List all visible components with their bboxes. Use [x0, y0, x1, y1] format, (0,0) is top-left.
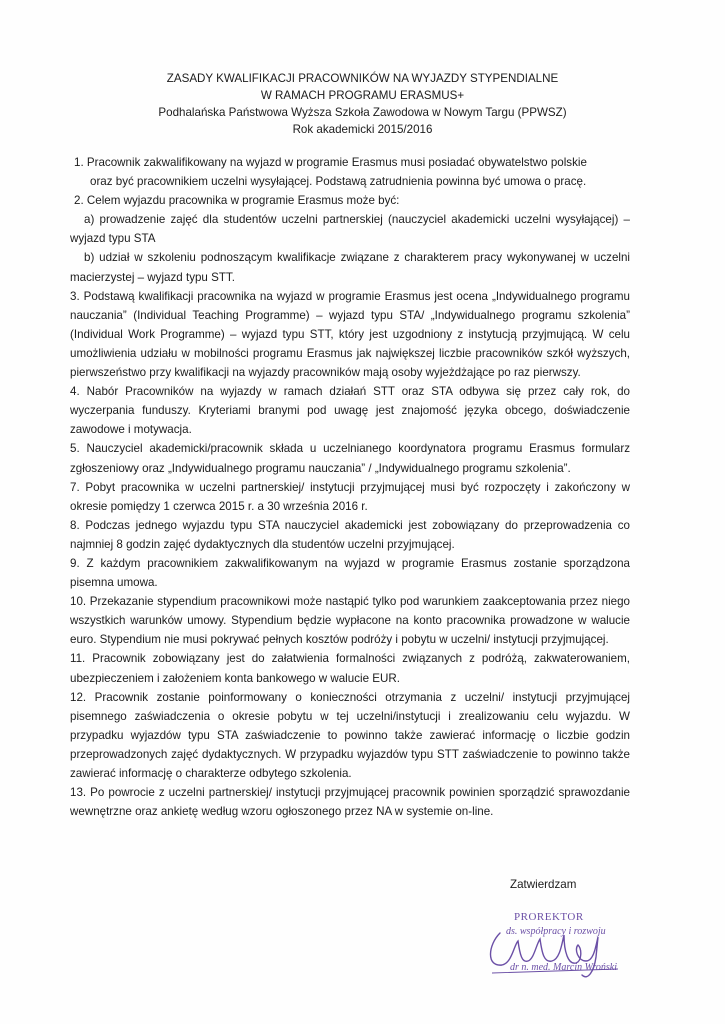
header-institution: Podhalańska Państwowa Wyższa Szkoła Zawodowa w Nowym Targu (PPWSZ) [158, 106, 567, 119]
rules-list [70, 153, 630, 821]
rule-12: 12. Pracownik zostanie poinformowany o konieczności otrzymania z uczelni/ instytucji przyjmującej pisemnego zaświadczenia o okresie pobytu w tej uczelni/instytucji i zrealizowaniu celu wyjazdu. W przypadku wyjazdów typu STA zaświadczenie to powinno także zawierać informację o liczbie godzin przeprowadzonych zajęć dydaktycznych. W przypadku wyjazdów typu STT zaświadczenie to powinno także zawierać informację o charakterze odbytego szkolenia. [70, 690, 630, 780]
header-program: W RAMACH PROGRAMU ERASMUS+ [260, 89, 465, 102]
handwritten-signature [478, 905, 638, 995]
rule-11: 11. Pracownik zobowiązany jest do załatwienia formalności związanych z podróżą, zakwaterowaniem, ubezpieczeniem i założeniem konta bankowego w walucie EUR. [70, 652, 630, 685]
rule-3: 3. Podstawą kwalifikacji pracownika na wyjazd w programie Erasmus jest ocena „Indywidualnego programu nauczania” (Individual Teaching Programme) – wyjazd typu STA/ „Indywidualnego programu szkolenia” (Individual Work Programme) – wyjazd typu STT, który jest uzgodniony z instytucją przyjmującą. W celu umożliwienia udziału w mobilności programu Erasmus jak największej liczbie pracowników szkół wyższych, pierwszeństwo przy kwalifikacji na wyjazdy pracowników mają osoby wyjeżdżające po raz pierwszy. [70, 289, 630, 380]
rule-8: 8. Podczas jednego wyjazdu typu STA nauczyciel akademicki jest zobowiązany do przeprowadzenia co najmniej 8 godzin zajęć dydaktycznych dla studentów uczelni przyjmującej. [70, 518, 630, 551]
header-academic-year: Rok akademicki 2015/2016 [292, 123, 433, 136]
rule-13: 13. Po powrocie z uczelni partnerskiej/ instytucji przyjmującej pracownik powinien sporządzić sprawozdanie wewnętrzne oraz ankietę według wzoru ogłoszonego przez NA w systemie on-line. [70, 786, 630, 819]
document-header [0, 70, 725, 138]
header-title: ZASADY KWALIFIKACJI PRACOWNIKÓW NA WYJAZDY STYPENDIALNE [166, 72, 559, 85]
stamp-name: dr n. med. Marcin Wroński [510, 962, 618, 973]
rule-9: 9. Z każdym pracownikiem zakwalifikowanym na wyjazd w programie Erasmus zostanie sporządzona pisemna umowa. [70, 556, 630, 590]
rule-2b: b) udział w szkoleniu podnoszącym kwalifikacje związane z charakterem pracy wykonywanej w uczelni macierzystej – wyjazd typu STT. [70, 251, 630, 284]
rule-10: 10. Przekazanie stypendium pracownikowi może nastąpić tylko pod warunkiem zaakceptowania przez niego wszystkich warunków umowy. Stypendium będzie wypłacone na konto pracownika prowadzone w walucie euro. Stypendium nie musi pokrywać pełnych kosztów podróży i pobytu w uczelni/ instytucji przyjmującej. [70, 595, 630, 647]
rule-4: 4. Nabór Pracowników na wyjazdy w ramach działań STT oraz STA odbywa się przez cały rok, do wyczerpania funduszy. Kryteriami branymi pod uwagę jest znajomość języka obcego, doświadczenie zawodowe i motywacja. [70, 385, 630, 437]
rule-1-continuation: oraz być pracownikiem uczelni wysyłającej. Podstawą zatrudnienia powinna być umowa o pracę. [90, 175, 587, 189]
rule-5: 5. Nauczyciel akademicki/pracownik składa u uczelnianego koordynatora programu Erasmus formularz zgłoszeniowy oraz „Indywidualnego programu nauczania” / „Indywidualnego programu szkolenia”. [70, 442, 630, 475]
rule-2a: a) prowadzenie zajęć dla studentów uczelni partnerskiej (nauczyciel akademicki uczelni wysyłającej) – wyjazd typu STA [70, 213, 630, 246]
stamp-title: PROREKTOR [514, 911, 584, 923]
approval-label: Zatwierdzam [510, 878, 577, 891]
rule-1: 1. Pracownik zakwalifikowany na wyjazd w programie Erasmus musi posiadać obywatelstwo polskie [74, 156, 587, 169]
signature-stamp [478, 905, 638, 995]
rule-2: 2. Celem wyjazdu pracownika w programie Erasmus może być: [74, 194, 400, 208]
rule-7: 7. Pobyt pracownika w uczelni partnerskiej/ instytucji przyjmującej musi być rozpoczęty i zakończony w okresie pomiędzy 1 czerwca 2015 r. a 30 września 2016 r. [70, 480, 630, 513]
stamp-subtitle: ds. współpracy i rozwoju [506, 926, 606, 937]
